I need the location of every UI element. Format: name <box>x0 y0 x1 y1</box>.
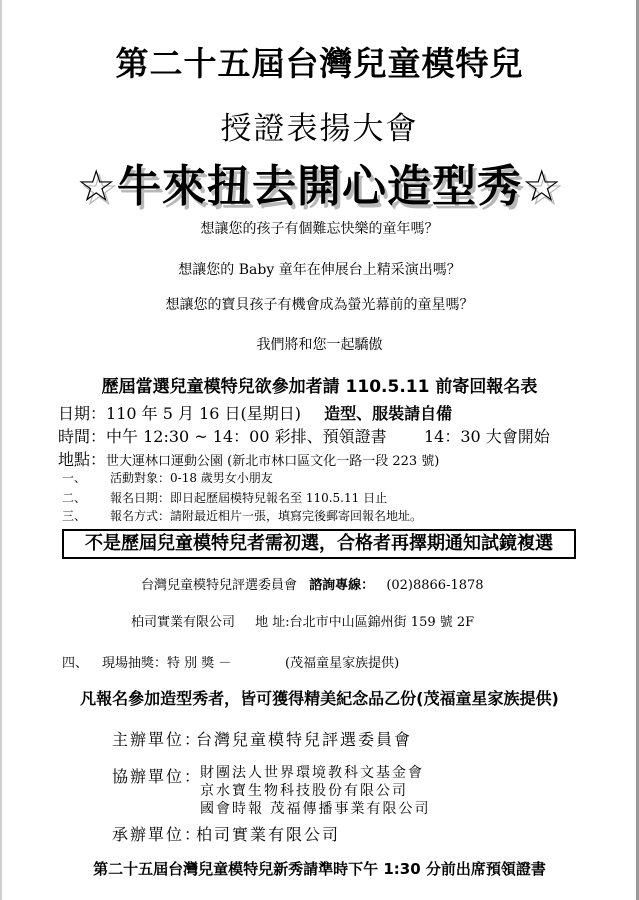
co-organizer-3: 國會時報 茂福傳播事業有限公司 <box>200 801 431 817</box>
co-organizer-2: 京水寶生物科技股份有限公司 <box>200 783 408 799</box>
address-value: 台北市中山區錦州街 159 號 2F <box>289 615 475 630</box>
footer-notice: 第二十五屆台灣兒童模特兒新秀請準時下午 1:30 分前出席預領證書 <box>93 860 546 878</box>
lottery-sponsor: (茂福童星家族提供) <box>285 656 400 671</box>
address-label: 地 址: <box>255 615 290 630</box>
date-note: 造型、服裝請自備 <box>324 404 453 423</box>
hotline-number: (02)8866-1878 <box>386 578 484 593</box>
time-value: 中午 12:30 ~ 14：00 彩排、預領證書 <box>106 427 387 446</box>
hotline-label: 諮詢專線： <box>309 578 375 593</box>
lottery-label: 現場抽獎：特 別 獎 － <box>102 656 232 671</box>
date-row <box>58 401 452 424</box>
time-label: 時間： <box>58 427 107 446</box>
host-name: 台灣兒童模特兒評選委員會 <box>196 730 413 749</box>
company-name: 柏司實業有限公司 <box>131 615 236 630</box>
host-label: 主辦單位： <box>112 730 203 749</box>
committee-name: 台灣兒童模特兒評選委員會 <box>141 578 298 593</box>
item-3-text: 報名方式：請附最近相片一張，填寫完後郵寄回報名地址。 <box>110 509 423 523</box>
contact-row <box>141 574 484 593</box>
boxed-notice: 不是歷屆兒童模特兒者需初選，合格者再擇期通知試鏡複選 <box>62 529 576 559</box>
item-1-num: 一、 <box>62 471 87 485</box>
item-1-text: 活動對象：0-18 歲男女小朋友 <box>110 471 273 485</box>
date-value: 110 年 5 月 16 日(星期日) <box>106 404 302 423</box>
exec-label: 承辦單位： <box>112 825 203 844</box>
deadline-notice: 歷屆當選兒童模特兒欲參加者請 110.5.11 前寄回報名表 <box>101 377 538 397</box>
question-3: 想讓您的寶貝孩子有機會成為螢光幕前的童星嗎？ <box>165 297 474 313</box>
souvenir-notice: 凡報名參加造型秀者，皆可獲得精美紀念品乙份(茂福童星家族提供) <box>80 689 559 708</box>
place-value: 世大運林口運動公園 (新北市林口區文化一路一段 223 號) <box>106 454 440 469</box>
item-2-text: 報名日期：即日起歷屆模特兒報名至 110.5.11 日止 <box>110 491 388 505</box>
lottery-num: 四、 <box>62 656 89 671</box>
question-4: 我們將和您一起驕傲 <box>256 337 383 353</box>
item-2-num: 二、 <box>62 491 87 505</box>
item-3-num: 三、 <box>62 509 87 523</box>
time-note: 14：30 大會開始 <box>424 427 550 446</box>
co-organizer-1: 財團法人世界環境教科文基金會 <box>200 765 424 781</box>
date-label: 日期： <box>58 404 107 423</box>
place-row <box>58 447 439 470</box>
co-label: 協辦單位： <box>112 767 203 786</box>
title-line-2: 授證表揚大會 <box>220 111 419 147</box>
company-row <box>131 611 474 630</box>
title-line-3: ☆牛來扭去開心造型秀☆ <box>76 161 563 212</box>
question-1: 想讓您的孩子有個難忘快樂的童年嗎？ <box>200 221 439 237</box>
time-row <box>58 424 387 447</box>
exec-name: 柏司實業有限公司 <box>196 825 341 844</box>
place-label: 地點： <box>58 450 107 469</box>
title-line-1: 第二十五屆台灣兒童模特兒 <box>115 44 524 83</box>
question-2: 想讓您的 Baby 童年在伸展台上精采演出嗎？ <box>178 262 461 278</box>
